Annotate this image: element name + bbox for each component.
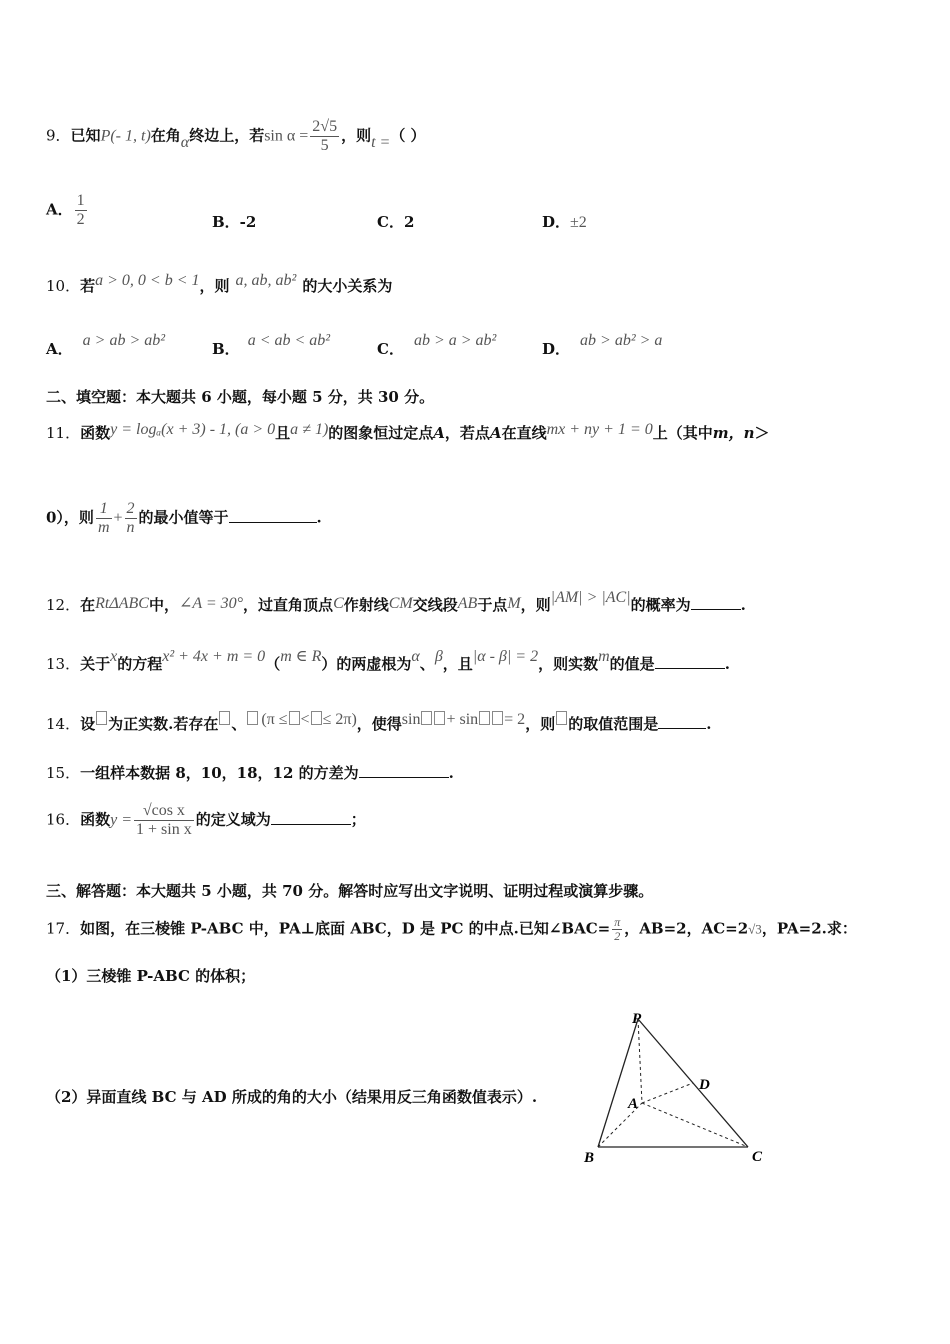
math-expr: RtΔABC	[95, 595, 149, 612]
option-label: B．	[212, 340, 240, 358]
stem-text: 在角	[150, 126, 181, 145]
vertex-label-a: A	[628, 1096, 639, 1112]
stem-text: ，过直角顶点	[243, 596, 334, 614]
stem-text: 一组样本数据 8，10，18，12 的方差为	[80, 764, 359, 782]
fraction-numerator: 1	[76, 192, 85, 209]
fraction	[96, 500, 112, 537]
question-number: 12．	[46, 596, 81, 614]
stem-text: 的值是	[609, 655, 655, 673]
math-expr: y = logₐ(x + 3) - 1, (a > 0	[110, 421, 276, 438]
math-expr: m ∈ R	[280, 648, 322, 665]
answer-blank[interactable]	[691, 595, 741, 610]
section-3-heading: 三、解答题：本大题共 5 小题，共 70 分。解答时应写出文字说明、证明过程或演算步骤。	[46, 882, 654, 900]
stem-text: 于点	[477, 596, 508, 614]
stem-text: 若	[80, 277, 96, 295]
edge-ac	[642, 1103, 748, 1147]
missing-glyph-icon	[311, 711, 322, 725]
math-expr: ab > ab² > a	[580, 332, 663, 349]
stem-text: 在	[80, 596, 96, 614]
option-a	[46, 192, 89, 229]
math-expr: x² + 4x + m = 0	[162, 648, 266, 665]
math-expr: mx + ny + 1 = 0	[546, 421, 653, 438]
fraction-denominator: m	[97, 519, 110, 536]
option-b	[212, 332, 331, 359]
stem-text: .	[740, 596, 746, 614]
stem-text: 作射线	[343, 596, 389, 614]
math-expr: (π ≤	[261, 711, 288, 728]
fraction-denominator: 5	[320, 137, 329, 154]
math-expr: + sin	[446, 711, 479, 728]
math-expr: a, ab, ab²	[235, 272, 297, 289]
stem-text: 的定义域为	[195, 810, 271, 829]
stem-text: 的图象恒过定点	[328, 424, 434, 442]
missing-glyph-icon	[556, 711, 567, 725]
math-expr: y =	[110, 811, 133, 829]
math-expr: |α - β| = 2	[472, 648, 539, 665]
stem-text: （	[265, 655, 281, 673]
question-10-stem	[46, 272, 393, 298]
question-17-part-1: （1）三棱锥 P-ABC 的体积；	[46, 967, 256, 985]
fraction	[125, 500, 137, 537]
stem-text: 且	[275, 424, 291, 442]
fraction	[612, 916, 622, 943]
vertex-label-c: C	[752, 1149, 763, 1165]
stem-text: 函数	[80, 424, 111, 442]
question-number: 15．	[46, 764, 81, 782]
stem-text: .	[706, 715, 712, 733]
missing-glyph-icon	[289, 711, 300, 725]
question-17-part-2: （2）异面直线 BC 与 AD 所成的角的大小（结果用反三角函数值表示）.	[46, 1088, 538, 1106]
question-number: 10．	[46, 277, 81, 295]
stem-text: 交线段	[412, 596, 458, 614]
point-label: A	[433, 424, 445, 442]
missing-glyph-icon	[479, 711, 490, 725]
option-label: A．	[46, 200, 73, 219]
math-expr: α	[411, 648, 420, 665]
math-expr: P(- 1, t)	[100, 127, 151, 145]
fraction	[310, 118, 339, 155]
segment-ad	[642, 1083, 693, 1103]
missing-glyph-icon	[247, 711, 258, 725]
question-17-stem	[46, 916, 857, 943]
answer-blank[interactable]	[229, 508, 317, 523]
stem-text: 已知	[70, 126, 101, 145]
math-expr: a > ab > ab²	[82, 332, 166, 349]
vertex-label-p: P	[632, 1011, 642, 1027]
math-expr: ∠A = 30°	[178, 595, 244, 612]
option-label: D．	[542, 340, 571, 358]
math-expr: α	[180, 133, 190, 151]
question-11-stem	[46, 422, 770, 445]
stem-text: .	[448, 764, 454, 782]
fraction-denominator: 2	[76, 211, 85, 228]
fraction-denominator: 2	[614, 929, 621, 943]
stem-text: 0），则	[46, 508, 94, 527]
question-14-stem	[46, 713, 711, 736]
question-16-stem	[46, 802, 366, 839]
answer-blank[interactable]	[359, 763, 449, 778]
stem-text: 设	[80, 715, 96, 733]
question-number: 13．	[46, 655, 81, 673]
stem-text: ；	[350, 810, 366, 829]
question-12-stem	[46, 589, 746, 617]
answer-blank[interactable]	[658, 714, 706, 729]
missing-glyph-icon	[96, 711, 107, 725]
stem-text: ，则	[520, 596, 551, 614]
fraction-denominator: 1 + sin x	[136, 821, 192, 838]
stem-text: 终边上，若	[189, 126, 265, 145]
stem-text: ，则	[341, 126, 372, 145]
math-expr: = 2	[504, 711, 526, 728]
stem-text: 如图，在三棱锥 P-ABC 中，PA⊥底面 ABC，D 是 PC 的中点.已知∠BAC=	[80, 919, 611, 938]
missing-glyph-icon	[434, 711, 445, 725]
math-expr: x	[110, 648, 118, 665]
math-expr: m，n	[712, 424, 755, 442]
option-label: C．	[377, 340, 404, 358]
point-label: A	[489, 424, 502, 442]
stem-text: ，则	[199, 277, 230, 295]
math-expr: AB	[457, 595, 478, 612]
stem-text: 函数	[80, 810, 111, 829]
math-expr: β	[434, 648, 443, 665]
stem-text: ，AB=2，AC=2	[624, 919, 749, 938]
math-expr: ±2	[570, 214, 587, 231]
question-11-stem-cont	[46, 500, 322, 537]
option-a	[46, 332, 166, 359]
math-expr: a < ab < ab²	[247, 332, 331, 349]
question-number: 17．	[46, 919, 81, 938]
edge-pb	[598, 1019, 638, 1147]
vertex-label-d: D	[699, 1077, 710, 1093]
tetrahedron-figure	[575, 1005, 775, 1170]
stem-text: ＞	[754, 424, 770, 442]
math-expr: ab > a > ab²	[413, 332, 497, 349]
math-expr: CM	[388, 595, 413, 612]
math-expr: m	[598, 648, 610, 665]
math-expr: M	[507, 595, 521, 612]
option-c	[377, 332, 497, 359]
math-expr: a ≠ 1)	[290, 421, 329, 438]
stem-text: ，PA=2.求：	[761, 919, 857, 938]
stem-text: 、	[231, 715, 247, 733]
edge-pa	[638, 1019, 642, 1103]
question-9-stem	[46, 118, 426, 155]
math-expr: +	[113, 509, 123, 527]
question-15-stem	[46, 762, 454, 784]
vertex-label-b: B	[584, 1150, 595, 1166]
stem-text: ，则	[525, 715, 556, 733]
math-expr: t =	[371, 133, 391, 151]
stem-text: 的概率为	[630, 596, 691, 614]
question-13-stem	[46, 648, 730, 676]
option-c: C．2	[377, 213, 415, 231]
math-expr: C	[333, 595, 344, 612]
answer-blank[interactable]	[271, 810, 351, 825]
fraction-denominator: n	[126, 519, 135, 536]
fraction	[75, 192, 87, 229]
math-expr: √3	[748, 921, 762, 937]
option-label: A．	[46, 340, 73, 358]
stem-text: 的最小值等于	[138, 508, 229, 527]
math-expr: ≤ 2π)	[322, 711, 357, 728]
option-label: D．	[542, 213, 571, 231]
stem-text: 上（其中	[652, 424, 713, 442]
missing-glyph-icon	[421, 711, 432, 725]
stem-text: 关于	[80, 655, 111, 673]
math-expr: sin α =	[264, 127, 309, 145]
stem-text: 为正实数.若存在	[108, 715, 219, 733]
stem-text: .	[724, 655, 730, 673]
stem-text: ，且	[442, 655, 473, 673]
option-d	[542, 211, 587, 232]
math-expr: <	[300, 711, 310, 728]
fraction-numerator: √cos x	[134, 802, 194, 821]
stem-text: 的大小关系为	[302, 277, 393, 295]
missing-glyph-icon	[219, 711, 230, 725]
math-expr: |AM| > |AC|	[550, 589, 631, 606]
fraction-numerator: 2	[126, 500, 135, 517]
stem-text: .	[316, 508, 322, 527]
stem-text: ，则实数	[538, 655, 599, 673]
fraction-numerator: π	[614, 915, 621, 929]
stem-text: 的方程	[117, 655, 163, 673]
missing-glyph-icon	[492, 711, 503, 725]
fraction-numerator: 1	[96, 500, 112, 519]
stem-text: 中，	[148, 596, 179, 614]
fraction	[134, 802, 194, 839]
stem-text: 、	[419, 655, 435, 673]
stem-text: ，若点	[444, 424, 490, 442]
stem-text: （ ）	[390, 126, 426, 145]
question-number: 16．	[46, 810, 81, 829]
stem-text: 的取值范围是	[568, 715, 659, 733]
stem-text: ，使得	[356, 715, 402, 733]
question-number: 11．	[46, 424, 81, 442]
section-2-heading: 二、填空题：本大题共 6 小题，每小题 5 分，共 30 分。	[46, 388, 435, 406]
answer-blank[interactable]	[655, 654, 725, 669]
option-b: B．-2	[212, 213, 257, 231]
fraction-numerator: 2√5	[312, 118, 338, 135]
option-d	[542, 332, 663, 359]
stem-text: 在直线	[501, 424, 547, 442]
question-number: 14．	[46, 715, 81, 733]
math-expr: a > 0, 0 < b < 1	[95, 272, 200, 289]
math-expr: sin	[401, 711, 421, 728]
question-number: 9．	[46, 126, 71, 145]
stem-text: ）的两虚根为	[321, 655, 412, 673]
